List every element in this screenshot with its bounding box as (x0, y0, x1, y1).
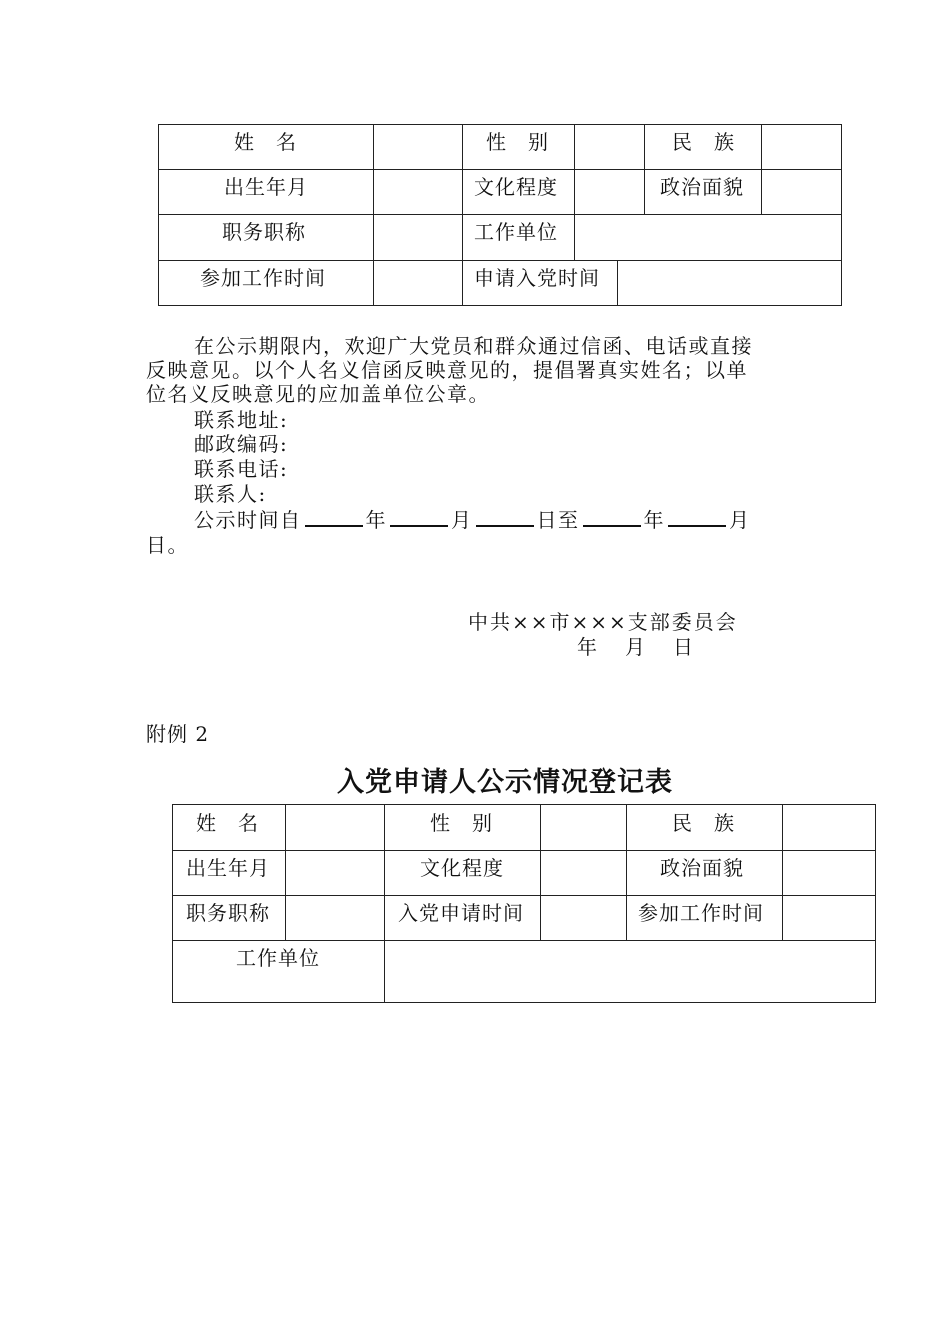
period-year-2: 年 (643, 508, 665, 532)
t2-gender-label: 性 别 (430, 811, 493, 835)
t1-title-label: 职务职称 (222, 220, 306, 244)
t2-title-label: 职务职称 (186, 901, 270, 925)
signature-date: 年 月 日 (577, 635, 697, 659)
blank-month-start[interactable] (390, 507, 448, 527)
blank-year-start[interactable] (305, 507, 363, 527)
t1-work-start-label: 参加工作时间 (200, 266, 326, 290)
appendix-label: 附例 2 (146, 722, 210, 746)
period-month-2: 月 (729, 508, 751, 532)
t2-workplace-label: 工作单位 (236, 946, 320, 970)
notice-period (194, 507, 834, 533)
t2-name-label: 姓 名 (196, 811, 259, 835)
t1-ethnicity-label: 民 族 (672, 130, 735, 154)
t2-education-label: 文化程度 (420, 856, 504, 880)
t1-apply-time-label: 申请入党时间 (474, 266, 600, 290)
t2-birth-label: 出生年月 (186, 856, 270, 880)
period-day-to: 日至 (536, 508, 580, 532)
t1-name-label: 姓 名 (234, 130, 297, 154)
contact-person: 联系人: (194, 482, 267, 506)
contact-address: 联系地址: (194, 408, 289, 432)
period-year-1: 年 (365, 508, 387, 532)
t2-work-start-label: 参加工作时间 (638, 901, 764, 925)
t2-political-label: 政治面貌 (660, 856, 744, 880)
contact-phone: 联系电话: (194, 457, 289, 481)
blank-month-end[interactable] (668, 507, 726, 527)
t1-gender-label: 性 别 (486, 130, 549, 154)
appendix-title: 入党申请人公示情况登记表 (337, 767, 673, 798)
signature-org: 中共××市×××支部委员会 (468, 610, 738, 634)
contact-postcode: 邮政编码: (194, 432, 289, 456)
blank-day-start[interactable] (476, 507, 534, 527)
t1-education-label: 文化程度 (474, 175, 558, 199)
t1-political-label: 政治面貌 (660, 175, 744, 199)
notice-period-end: 日。 (146, 533, 189, 557)
t1-birth-label: 出生年月 (224, 175, 308, 199)
notice-line-1: 在公示期限内，欢迎广大党员和群众通过信函、电话或直接 (194, 334, 753, 358)
t2-apply-time-label: 入党申请时间 (398, 901, 524, 925)
period-month-1: 月 (451, 508, 473, 532)
t2-ethnicity-label: 民 族 (672, 811, 735, 835)
notice-line-2: 反映意见。以个人名义信函反映意见的，提倡署真实姓名；以单 (146, 358, 748, 382)
t1-workplace-label: 工作单位 (474, 220, 558, 244)
blank-year-end[interactable] (583, 507, 641, 527)
period-prefix: 公示时间自 (194, 508, 302, 532)
notice-line-3: 位名义反映意见的应加盖单位公章。 (146, 382, 490, 406)
